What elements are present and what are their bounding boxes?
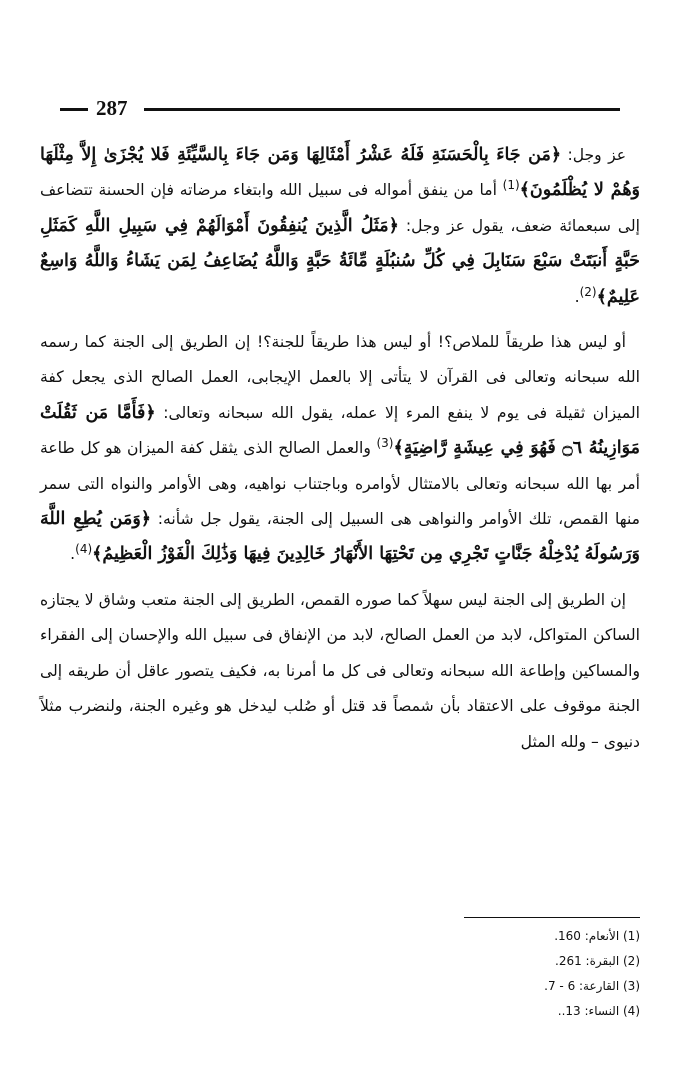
quran-verse: ﴿وَمَن يُطِعِ اللَّهَ وَرَسُولَهُ يُدْخِلْهُ جَنَّاتٍ تَجْرِي مِن تَحْتِهَا الأَنْهَارُ خَالِدِينَ فِيهَا وَذَٰلِكَ الْفَوْزُ الْعَظِيمُ﴾ bbox=[40, 509, 640, 565]
footnotes bbox=[340, 924, 640, 1024]
page-number: 287 bbox=[96, 96, 128, 120]
body-text bbox=[40, 138, 640, 760]
text-run: عز وجل: bbox=[561, 146, 626, 164]
page-header bbox=[60, 96, 620, 122]
footnote-ref: (3) bbox=[376, 436, 394, 451]
paragraph bbox=[40, 325, 640, 573]
paragraph bbox=[40, 583, 640, 760]
footnote-4: (4) النساء: 13.. bbox=[557, 1004, 640, 1018]
text-run: إن الطريق إلى الجنة ليس سهلاً كما صوره القمص، الطريق إلى الجنة متعب وشاق لا يجتازه الساكن المتواكل، لابد من العمل الصالح، لابد من الإنفاق فى سبيل الله والإحسان إلى الفقراء والمساكين وإطاعة الله سبحانه وتعالى فى كل ما أمرنا به، فكيف يتصور عاقل أن طريقه إلى الجنة موقوف على الاعتقاد بأن شمصاً قد قتل أو صُلب ليدخل هو وغيره الجنة، ولنضرب مثلاً دنيوى – ولله المثل bbox=[40, 590, 640, 751]
text-run: . bbox=[70, 545, 76, 564]
header-rule-right bbox=[144, 108, 620, 111]
text-run: أو ليس هذا طريقاً للملاص؟! أو ليس هذا طريقاً للجنة؟! إن الطريق إلى الجنة كما رسمه الله سبحانه وتعالى فى القرآن لا يتأتى إلا بالعمل الإيجابى، العمل الصالح الذى يجعل كفة الميزان ثقيلة فى يوم لا ينفع المرء إلا عمله، يقول الله سبحانه وتعالى: bbox=[40, 333, 640, 422]
quran-verse: ﴿مَثَلُ الَّذِينَ يُنفِقُونَ أَمْوَالَهُمْ فِي سَبِيلِ اللَّهِ كَمَثَلِ حَبَّةٍ أَنبَتَتْ سَبْعَ سَنَابِلَ فِي كُلِّ سُنبُلَةٍ مِّائَةُ حَبَّةٍ وَاللَّهُ يُضَاعِفُ لِمَن يَشَاءُ وَاللَّهُ وَاسِعٌ عَلِيمٌ﴾ bbox=[40, 215, 640, 307]
footnote-ref: (2) bbox=[579, 284, 597, 299]
footnote-ref: (1) bbox=[502, 178, 520, 193]
footnote-1: (1) الأنعام: 160. bbox=[554, 929, 640, 943]
footnote-2: (2) البقرة: 261. bbox=[554, 954, 640, 968]
footnote-separator bbox=[464, 917, 640, 918]
footnote-3: (3) القارعة: 6 - 7. bbox=[544, 979, 640, 993]
footnote-ref: (4) bbox=[75, 542, 93, 557]
text-run: والعمل الصالح الذى يثقل كفة الميزان هو كل طاعة أمر بها الله سبحانه وتعالى بالامتثال لأوامره وباجتناب نواهيه، وهى الأوامر والنواه التى سمر منها القمص، تلك الأوامر والنواهى هى السبيل إلى الجنة، يقول جل شأنه: bbox=[40, 439, 640, 529]
quran-verse: ﴿مَن جَاءَ بِالْحَسَنَةِ فَلَهُ عَشْرُ أَمْثَالِهَا وَمَن جَاءَ بِالسَّيِّئَةِ فَلا يُجْزَىٰ إِلاَّ مِثْلَهَا وَهُمْ لا يُظْلَمُونَ﴾ bbox=[40, 145, 640, 201]
paragraph bbox=[40, 138, 640, 315]
header-rule-left bbox=[60, 108, 88, 111]
quran-verse: ﴿فَأَمَّا مَن ثَقُلَتْ مَوَازِينُهُ ۝٦ فَهُوَ فِي عِيشَةٍ رَّاضِيَةٍ﴾ bbox=[40, 402, 641, 459]
text-run: . bbox=[574, 287, 580, 306]
text-run: أما من ينفق أمواله فى سبيل الله وابتغاء مرضاته فإن الحسنة تتضاعف إلى سبعمائة ضعف، يقول عز وجل: bbox=[40, 181, 640, 235]
